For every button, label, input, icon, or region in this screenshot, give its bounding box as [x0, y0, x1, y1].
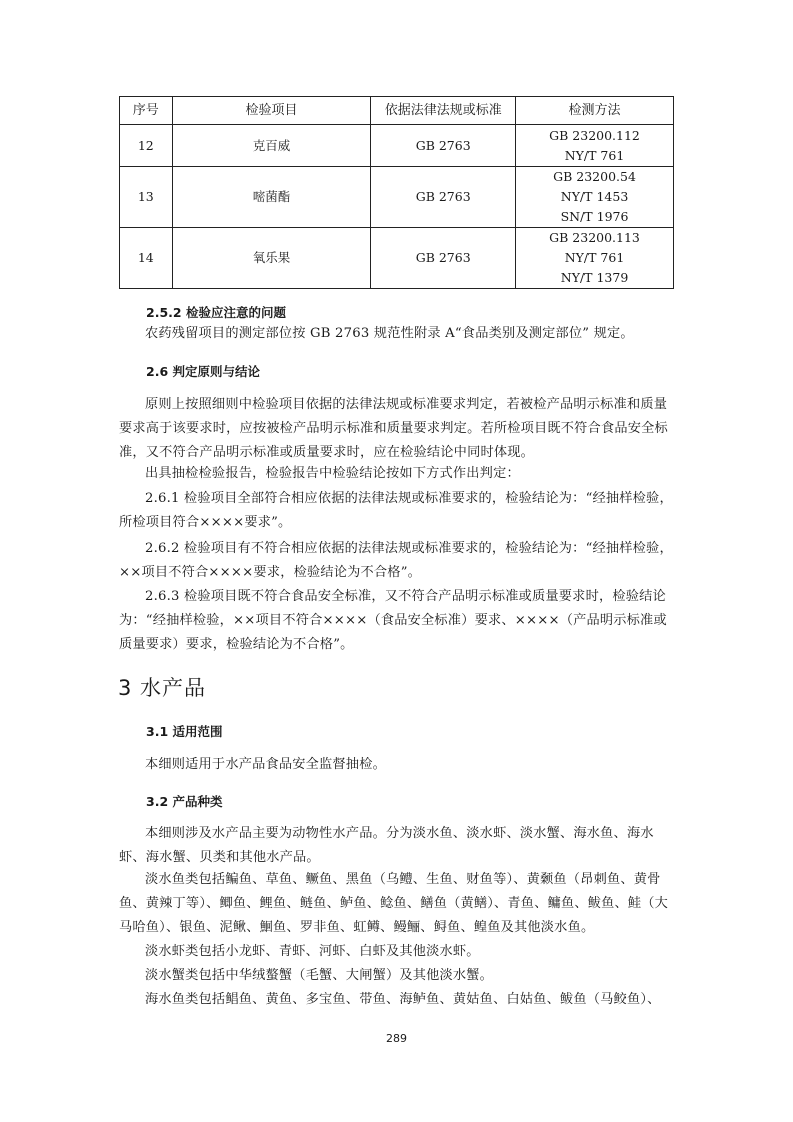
- page-number: 289: [386, 1032, 407, 1045]
- cell-basis: GB 2763: [371, 228, 516, 289]
- method-line: SN/T 1976: [560, 209, 629, 224]
- chapter-heading-3: 3 水产品: [118, 676, 207, 700]
- paragraph: 淡水虾类包括小龙虾、青虾、河虾、白虾及其他淡水虾。: [145, 944, 480, 959]
- table-row: [120, 125, 674, 167]
- paragraph: 海水鱼类包括鲳鱼、黄鱼、多宝鱼、带鱼、海鲈鱼、黄姑鱼、白姑鱼、鲅鱼（马鲛鱼）、: [145, 992, 661, 1007]
- paragraph: 本细则适用于水产品食品安全监督抽检。: [145, 757, 386, 772]
- section-heading-3-2: 3.2 产品种类: [146, 794, 223, 809]
- section-heading-2-6: 2.6 判定原则与结论: [146, 364, 260, 379]
- cell-no: 13: [120, 167, 173, 228]
- col-header-basis: 依据法律法规或标准: [371, 97, 516, 125]
- paragraph: 农药残留项目的测定部位按 GB 2763 规范性附录 A“食品类别及测定部位” 规定。: [145, 326, 634, 341]
- cell-basis: GB 2763: [371, 167, 516, 228]
- paragraph: 淡水蟹类包括中华绒螯蟹（毛蟹、大闸蟹）及其他淡水蟹。: [145, 968, 494, 983]
- col-header-no: 序号: [120, 97, 173, 125]
- method-line: NY/T 1379: [560, 270, 629, 285]
- cell-item: 克百威: [172, 125, 371, 167]
- paragraph: 2.6.3 检验项目既不符合食品安全标准，又不符合产品明示标准或质量要求时，检验结论为：“经抽样检验，××项目不符合××××（食品安全标准）要求、××××（产品明示标准或质量要求）要求，检验结论为不合格”。: [119, 589, 667, 652]
- method-line: NY/T 761: [564, 250, 625, 265]
- method-line: GB 23200.54: [553, 169, 636, 184]
- table-row: [120, 228, 674, 289]
- paragraph: 本细则涉及水产品主要为动物性水产品。分为淡水鱼、淡水虾、淡水蟹、海水鱼、海水虾、海水蟹、贝类和其他水产品。: [119, 826, 654, 865]
- col-header-item: 检验项目: [172, 97, 371, 125]
- method-line: NY/T 1453: [560, 189, 629, 204]
- section-heading-2-5-2: 2.5.2 检验应注意的问题: [146, 305, 286, 320]
- cell-no: 12: [120, 125, 173, 167]
- cell-basis: GB 2763: [371, 125, 516, 167]
- paragraph: 2.6.2 检验项目有不符合相应依据的法律法规或标准要求的，检验结论为：“经抽样检验，××项目不符合××××要求，检验结论为不合格”。: [119, 541, 673, 580]
- method-line: NY/T 761: [564, 147, 625, 163]
- cell-methods: [516, 228, 674, 289]
- cell-methods: [516, 125, 674, 167]
- inspection-items-table: [119, 96, 674, 289]
- paragraph: 淡水鱼类包括鳊鱼、草鱼、鳜鱼、黑鱼（乌鳢、生鱼、财鱼等）、黄颡鱼（昂刺鱼、黄骨鱼、黄辣丁等）、鲫鱼、鲤鱼、鲢鱼、鲈鱼、鲶鱼、鳝鱼（黄鳝）、青鱼、鳙鱼、鲅鱼、鲑（大马哈鱼）、银鱼、泥鳅、鮰鱼、罗非鱼、虹鳟、鳗鲡、鲟鱼、鳇鱼及其他淡水鱼。: [119, 872, 669, 935]
- cell-methods: [516, 167, 674, 228]
- table-row: [120, 167, 674, 228]
- col-header-method: 检测方法: [516, 97, 674, 125]
- cell-no: 14: [120, 228, 173, 289]
- cell-item: 氧乐果: [172, 228, 371, 289]
- method-line: GB 23200.112: [549, 127, 640, 143]
- paragraph: 原则上按照细则中检验项目依据的法律法规或标准要求判定，若被检产品明示标准和质量要求高于该要求时，应按被检产品明示标准和质量要求判定。若所检项目既不符合食品安全标准，又不符合产品明示标准或质量要求时，应在检验结论中同时体现。: [119, 397, 668, 460]
- table-header-row: [120, 97, 674, 125]
- method-line: GB 23200.113: [549, 230, 640, 245]
- paragraph: 出具抽检检验报告，检验报告中检验结论按如下方式作出判定：: [145, 466, 520, 481]
- section-heading-3-1: 3.1 适用范围: [146, 724, 223, 739]
- cell-item: 嘧菌酯: [172, 167, 371, 228]
- paragraph: 2.6.1 检验项目全部符合相应依据的法律法规或标准要求的，检验结论为：“经抽样检验，所检项目符合××××要求”。: [119, 491, 673, 530]
